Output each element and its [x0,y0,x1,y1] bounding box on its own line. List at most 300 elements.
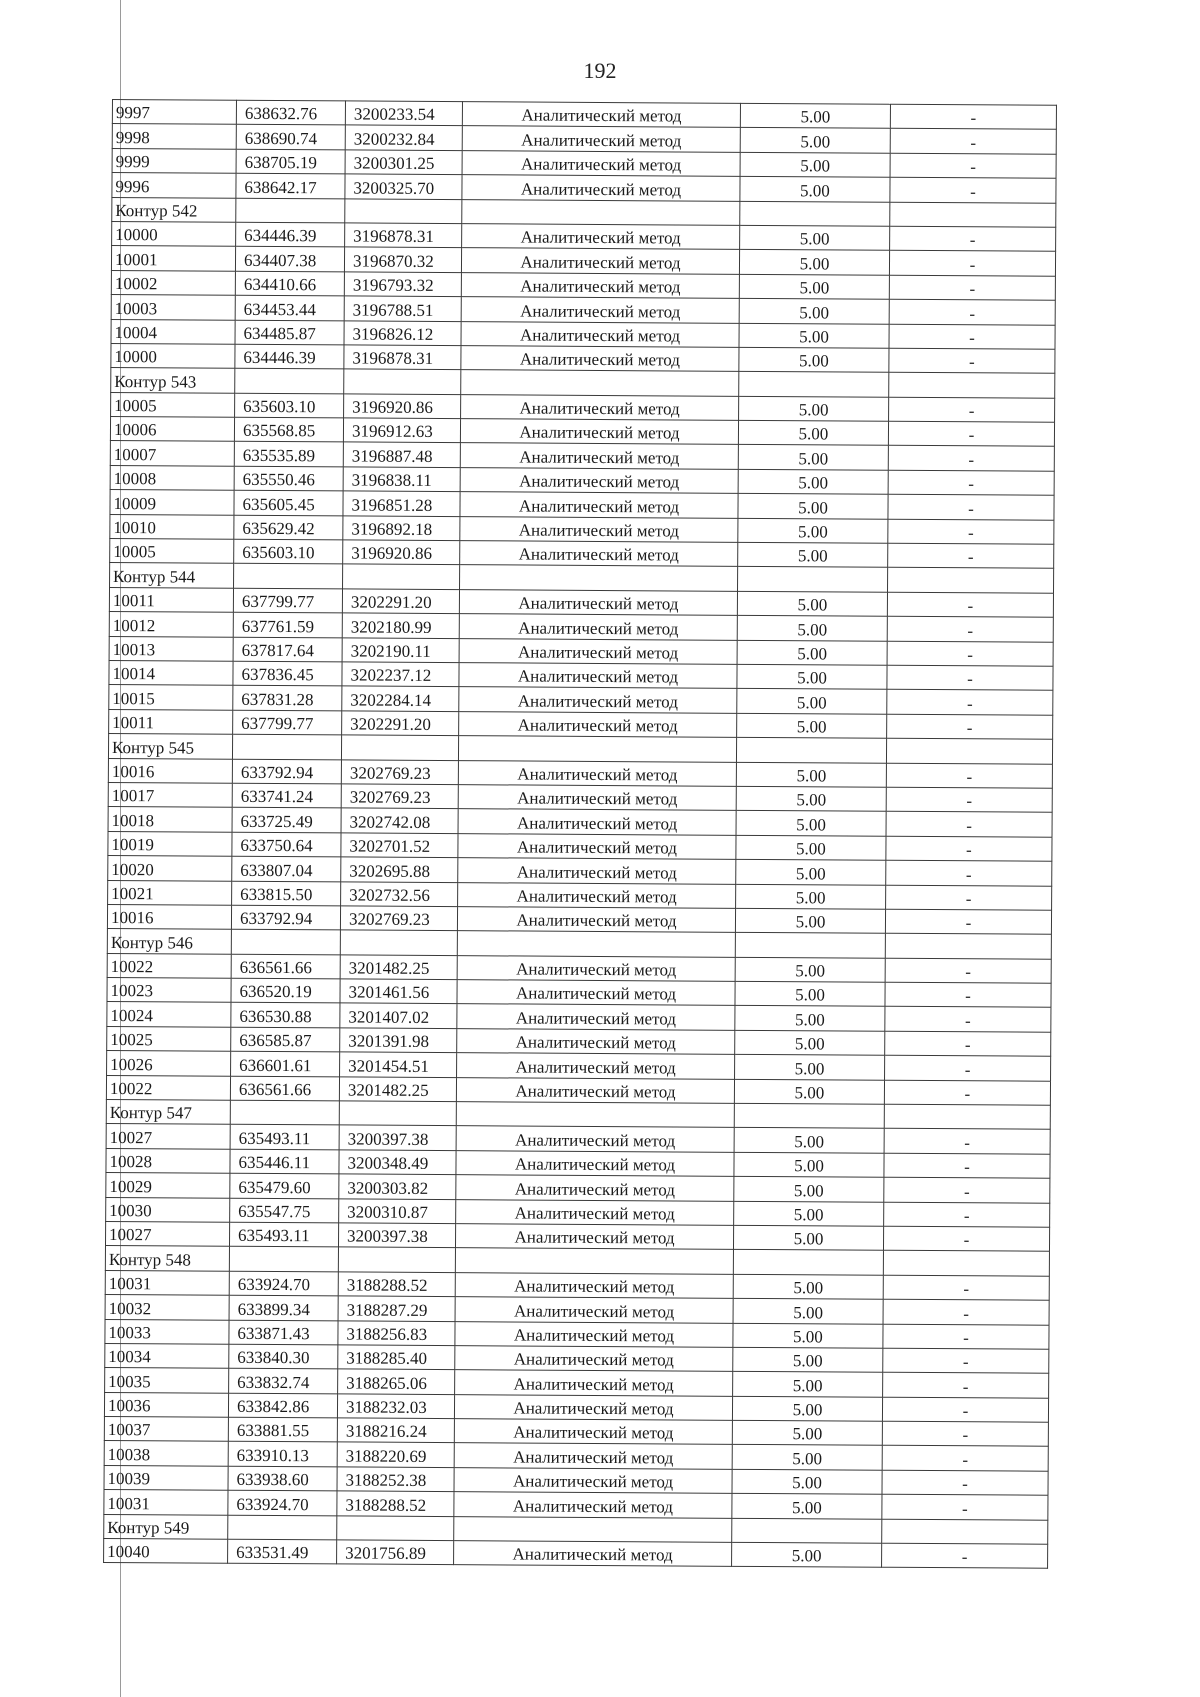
contour-empty-y [340,930,457,955]
point-id-cell: 10019 [108,831,232,856]
description-cell: - [890,177,1056,202]
contour-empty-x [235,369,344,394]
method-cell: Аналитический метод [455,1370,733,1396]
point-id-cell: 10028 [106,1148,230,1173]
contour-empty-desc [882,1519,1048,1544]
method-cell: Аналитический метод [458,785,736,811]
method-cell: Аналитический метод [460,419,738,445]
x-coordinate-cell: 633842.86 [228,1393,337,1418]
x-coordinate-cell: 636530.88 [231,1003,340,1028]
contour-empty-x [231,930,340,955]
accuracy-cell: 5.00 [739,274,889,299]
y-coordinate-cell: 3201461.56 [340,979,457,1004]
x-coordinate-cell: 635446.11 [230,1149,339,1174]
point-id-cell: 10027 [106,1124,230,1149]
method-cell: Аналитический метод [457,1053,735,1079]
description-cell: - [890,226,1056,251]
contour-empty-y [339,1101,456,1126]
x-coordinate-cell: 633881.55 [228,1417,337,1442]
point-id-cell: 10008 [110,465,234,490]
point-id-cell: 10037 [104,1417,228,1442]
description-cell: - [885,982,1051,1007]
accuracy-cell: 5.00 [740,177,890,202]
method-cell: Аналитический метод [454,1443,732,1469]
y-coordinate-cell: 3188287.29 [338,1296,455,1321]
contour-empty-method [454,1516,732,1542]
y-coordinate-cell: 3202742.08 [341,808,458,833]
x-coordinate-cell: 635493.11 [229,1222,338,1247]
x-coordinate-cell: 637799.77 [233,710,342,735]
accuracy-cell: 5.00 [733,1347,883,1372]
y-coordinate-cell: 3200301.25 [345,150,462,175]
y-coordinate-cell: 3202291.20 [342,711,459,736]
method-cell: Аналитический метод [461,394,739,420]
description-cell: - [886,860,1052,885]
point-id-cell: 9997 [112,100,236,125]
x-coordinate-cell: 637761.59 [233,612,342,637]
contour-empty-x [230,1100,339,1125]
description-cell: - [887,665,1053,690]
point-id-cell: 10036 [104,1392,228,1417]
method-cell: Аналитический метод [455,1321,733,1347]
method-cell: Аналитический метод [455,1346,733,1372]
x-coordinate-cell: 636601.61 [231,1051,340,1076]
method-cell: Аналитический метод [460,541,738,567]
point-id-cell: 10026 [107,1051,231,1076]
contour-label: Контур 548 [105,1246,229,1271]
accuracy-cell: 5.00 [737,664,887,689]
method-cell: Аналитический метод [456,1175,734,1201]
method-cell: Аналитический метод [458,833,736,859]
method-cell: Аналитический метод [456,1077,734,1103]
x-coordinate-cell: 638642.17 [236,173,345,198]
accuracy-cell: 5.00 [735,981,885,1006]
point-id-cell: 10023 [107,978,231,1003]
coordinates-table [103,99,1057,1569]
x-coordinate-cell: 636561.66 [230,1076,339,1101]
x-coordinate-cell: 635479.60 [230,1173,339,1198]
x-coordinate-cell: 636520.19 [231,978,340,1003]
y-coordinate-cell: 3188232.03 [337,1394,454,1419]
y-coordinate-cell: 3200348.49 [339,1150,456,1175]
point-id-cell: 10010 [110,514,234,539]
contour-empty-x [236,198,345,223]
point-id-cell: 10025 [107,1026,231,1051]
method-cell: Аналитический метод [458,809,736,835]
y-coordinate-cell: 3196887.48 [343,442,460,467]
y-coordinate-cell: 3196838.11 [343,467,460,492]
accuracy-cell: 5.00 [739,396,889,421]
y-coordinate-cell: 3188288.52 [338,1272,455,1297]
contour-empty-x [229,1247,338,1272]
description-cell: - [886,885,1052,910]
accuracy-cell: 5.00 [740,152,890,177]
x-coordinate-cell: 635493.11 [230,1125,339,1150]
accuracy-cell: 5.00 [732,1420,882,1445]
accuracy-cell: 5.00 [736,786,886,811]
accuracy-cell: 5.00 [735,908,885,933]
contour-empty-method [458,736,736,762]
point-id-cell: 10009 [110,490,234,515]
x-coordinate-cell: 633840.30 [229,1344,338,1369]
contour-label: Контур 544 [110,563,234,588]
point-id-cell: 10030 [106,1197,230,1222]
accuracy-cell: 5.00 [734,1128,884,1153]
y-coordinate-cell: 3196826.12 [344,320,461,345]
description-cell: - [882,1446,1048,1471]
description-cell: - [887,616,1053,641]
method-cell: Аналитический метод [454,1467,732,1493]
description-cell: - [884,1153,1050,1178]
point-id-cell: 10017 [108,782,232,807]
method-cell: Аналитический метод [461,297,739,323]
y-coordinate-cell: 3200325.70 [345,174,462,199]
accuracy-cell: 5.00 [737,591,887,616]
method-cell: Аналитический метод [459,687,737,713]
contour-empty-desc [885,934,1051,959]
x-coordinate-cell: 633807.04 [232,856,341,881]
point-id-cell: 10029 [106,1173,230,1198]
point-id-cell: 10005 [111,392,235,417]
accuracy-cell: 5.00 [738,518,888,543]
y-coordinate-cell: 3188216.24 [337,1418,454,1443]
accuracy-cell: 5.00 [735,1030,885,1055]
method-cell: Аналитический метод [457,907,735,933]
x-coordinate-cell: 633871.43 [229,1320,338,1345]
method-cell: Аналитический метод [460,492,738,518]
point-id-cell: 10024 [107,1002,231,1027]
accuracy-cell: 5.00 [739,250,889,275]
x-coordinate-cell: 634453.44 [235,295,344,320]
y-coordinate-cell: 3201482.25 [339,1077,456,1102]
y-coordinate-cell: 3202769.23 [340,906,457,931]
x-coordinate-cell: 637836.45 [233,661,342,686]
point-id-cell: 10022 [107,953,231,978]
description-cell: - [884,1129,1050,1154]
contour-empty-accuracy [739,372,889,397]
method-cell: Аналитический метод [454,1541,732,1567]
point-id-cell: 10020 [108,856,232,881]
x-coordinate-cell: 633792.94 [231,905,340,930]
x-coordinate-cell: 633741.24 [232,783,341,808]
y-coordinate-cell: 3196892.18 [343,516,460,541]
point-id-cell: 10001 [111,246,235,271]
contour-label: Контур 542 [112,197,236,222]
method-cell: Аналитический метод [456,1126,734,1152]
x-coordinate-cell: 638632.76 [236,100,345,125]
description-cell: - [889,299,1055,324]
point-id-cell: 10018 [108,807,232,832]
description-cell: - [886,763,1052,788]
point-id-cell: 10039 [104,1465,228,1490]
method-cell: Аналитический метод [458,882,736,908]
contour-empty-desc [889,373,1055,398]
method-cell: Аналитический метод [456,1199,734,1225]
accuracy-cell: 5.00 [733,1323,883,1348]
method-cell: Аналитический метод [460,516,738,542]
y-coordinate-cell: 3202180.99 [342,613,459,638]
contour-empty-x [232,734,341,759]
accuracy-cell: 5.00 [737,640,887,665]
y-coordinate-cell: 3200303.82 [339,1174,456,1199]
description-cell: - [887,641,1053,666]
y-coordinate-cell: 3200310.87 [339,1198,456,1223]
accuracy-cell: 5.00 [734,1152,884,1177]
point-id-cell: 10011 [109,587,233,612]
method-cell: Аналитический метод [455,1272,733,1298]
y-coordinate-cell: 3201756.89 [337,1540,454,1565]
accuracy-cell: 5.00 [734,1177,884,1202]
y-coordinate-cell: 3196793.32 [344,272,461,297]
contour-label: Контур 546 [107,929,231,954]
description-cell: - [883,1299,1049,1324]
y-coordinate-cell: 3201391.98 [340,1028,457,1053]
x-coordinate-cell: 634446.39 [235,344,344,369]
y-coordinate-cell: 3202732.56 [341,881,458,906]
x-coordinate-cell: 635568.85 [234,417,343,442]
point-id-cell: 10000 [111,343,235,368]
method-cell: Аналитический метод [457,980,735,1006]
x-coordinate-cell: 637831.28 [233,686,342,711]
y-coordinate-cell: 3188256.83 [338,1320,455,1345]
description-cell: - [890,153,1056,178]
method-cell: Аналитический метод [462,175,740,201]
accuracy-cell: 5.00 [733,1298,883,1323]
y-coordinate-cell: 3200397.38 [338,1223,455,1248]
point-id-cell: 10016 [107,904,231,929]
description-cell: - [884,1080,1050,1105]
contour-empty-y [337,1516,454,1541]
method-cell: Аналитический метод [462,224,740,250]
method-cell: Аналитический метод [457,955,735,981]
accuracy-cell: 5.00 [735,1055,885,1080]
method-cell: Аналитический метод [462,150,740,176]
x-coordinate-cell: 633910.13 [228,1442,337,1467]
accuracy-cell: 5.00 [736,835,886,860]
description-cell: - [882,1494,1048,1519]
x-coordinate-cell: 634410.66 [235,271,344,296]
contour-empty-desc [890,202,1056,227]
accuracy-cell: 5.00 [735,957,885,982]
table-row [104,1539,1048,1569]
y-coordinate-cell: 3196788.51 [344,296,461,321]
description-cell: - [882,1397,1048,1422]
point-id-cell: 9998 [112,124,236,149]
accuracy-cell: 5.00 [738,445,888,470]
x-coordinate-cell: 638705.19 [236,149,345,174]
x-coordinate-cell: 633531.49 [228,1539,337,1564]
description-cell: - [889,275,1055,300]
point-id-cell: 10040 [104,1539,228,1564]
accuracy-cell: 5.00 [732,1445,882,1470]
contour-empty-method [457,931,735,957]
method-cell: Аналитический метод [459,711,737,737]
accuracy-cell: 5.00 [739,347,889,372]
y-coordinate-cell: 3196851.28 [343,491,460,516]
y-coordinate-cell: 3196878.31 [345,223,462,248]
method-cell: Аналитический метод [455,1297,733,1323]
point-id-cell: 10038 [104,1441,228,1466]
y-coordinate-cell: 3201482.25 [340,955,457,980]
accuracy-cell: 5.00 [739,323,889,348]
point-id-cell: 10014 [109,660,233,685]
x-coordinate-cell: 635629.42 [234,515,343,540]
contour-empty-method [460,565,738,591]
contour-empty-method [455,1248,733,1274]
description-cell: - [883,1226,1049,1251]
contour-label: Контур 543 [111,368,235,393]
y-coordinate-cell: 3196920.86 [344,394,461,419]
contour-empty-desc [886,738,1052,763]
description-cell: - [885,1031,1051,1056]
description-cell: - [884,1202,1050,1227]
contour-label: Контур 549 [104,1514,228,1539]
x-coordinate-cell: 633924.70 [228,1491,337,1516]
point-id-cell: 10015 [109,685,233,710]
method-cell: Аналитический метод [462,102,740,128]
point-id-cell: 10033 [105,1319,229,1344]
method-cell: Аналитический метод [456,1150,734,1176]
method-cell: Аналитический метод [458,760,736,786]
contour-empty-desc [888,568,1054,593]
contour-empty-y [345,198,462,223]
point-id-cell: 10022 [106,1075,230,1100]
x-coordinate-cell: 633832.74 [229,1369,338,1394]
y-coordinate-cell: 3196920.86 [343,540,460,565]
description-cell: - [888,446,1054,471]
contour-empty-y [341,735,458,760]
contour-empty-accuracy [735,933,885,958]
description-cell: - [887,592,1053,617]
description-cell: - [887,690,1053,715]
point-id-cell: 10000 [112,221,236,246]
contour-empty-accuracy [732,1518,882,1543]
contour-label: Контур 547 [106,1100,230,1125]
description-cell: - [883,1275,1049,1300]
accuracy-cell: 5.00 [736,762,886,787]
x-coordinate-cell: 634446.39 [236,222,345,247]
x-coordinate-cell: 637817.64 [233,637,342,662]
accuracy-cell: 5.00 [738,494,888,519]
method-cell: Аналитический метод [459,614,737,640]
point-id-cell: 10003 [111,295,235,320]
method-cell: Аналитический метод [461,272,739,298]
y-coordinate-cell: 3201407.02 [340,1003,457,1028]
x-coordinate-cell: 637799.77 [233,588,342,613]
y-coordinate-cell: 3202769.23 [341,784,458,809]
point-id-cell: 10012 [109,612,233,637]
description-cell: - [886,836,1052,861]
y-coordinate-cell: 3196878.31 [344,345,461,370]
accuracy-cell: 5.00 [734,1079,884,1104]
method-cell: Аналитический метод [460,467,738,493]
point-id-cell: 10031 [104,1490,228,1515]
contour-empty-x [228,1515,337,1540]
accuracy-cell: 5.00 [740,103,890,128]
x-coordinate-cell: 633725.49 [232,808,341,833]
accuracy-cell: 5.00 [734,1201,884,1226]
y-coordinate-cell: 3202237.12 [342,662,459,687]
point-id-cell: 10027 [105,1221,229,1246]
contour-empty-x [234,564,343,589]
description-cell: - [886,812,1052,837]
method-cell: Аналитический метод [459,638,737,664]
x-coordinate-cell: 634407.38 [235,247,344,272]
method-cell: Аналитический метод [459,663,737,689]
description-cell: - [889,397,1055,422]
y-coordinate-cell: 3188265.06 [338,1369,455,1394]
y-coordinate-cell: 3201454.51 [340,1052,457,1077]
x-coordinate-cell: 638690.74 [236,125,345,150]
accuracy-cell: 5.00 [737,689,887,714]
accuracy-cell: 5.00 [740,225,890,250]
method-cell: Аналитический метод [460,443,738,469]
accuracy-cell: 5.00 [739,298,889,323]
description-cell: - [883,1373,1049,1398]
contour-empty-method [456,1102,734,1128]
method-cell: Аналитический метод [462,126,740,152]
description-cell: - [885,1007,1051,1032]
point-id-cell: 10004 [111,319,235,344]
x-coordinate-cell: 633924.70 [229,1271,338,1296]
accuracy-cell: 5.00 [733,1372,883,1397]
description-cell: - [888,494,1054,519]
point-id-cell: 10007 [110,441,234,466]
method-cell: Аналитический метод [457,1004,735,1030]
accuracy-cell: 5.00 [732,1396,882,1421]
y-coordinate-cell: 3196912.63 [343,418,460,443]
accuracy-cell: 5.00 [732,1542,882,1567]
description-cell: - [885,958,1051,983]
point-id-cell: 10021 [108,880,232,905]
description-cell: - [888,470,1054,495]
x-coordinate-cell: 633938.60 [228,1466,337,1491]
point-id-cell: 10034 [105,1343,229,1368]
contour-empty-accuracy [734,1103,884,1128]
contour-empty-method [461,370,739,396]
contour-empty-method [462,199,740,225]
description-cell: - [888,543,1054,568]
method-cell: Аналитический метод [458,858,736,884]
accuracy-cell: 5.00 [738,469,888,494]
contour-empty-accuracy [736,737,886,762]
method-cell: Аналитический метод [461,321,739,347]
accuracy-cell: 5.00 [737,616,887,641]
y-coordinate-cell: 3188252.38 [337,1467,454,1492]
point-id-cell: 9996 [112,173,236,198]
y-coordinate-cell: 3202284.14 [342,686,459,711]
point-id-cell: 10006 [110,417,234,442]
method-cell: Аналитический метод [455,1224,733,1250]
accuracy-cell: 5.00 [732,1494,882,1519]
coordinates-table-body [104,100,1057,1569]
description-cell: - [883,1324,1049,1349]
x-coordinate-cell: 635603.10 [235,393,344,418]
contour-empty-accuracy [738,567,888,592]
point-id-cell: 9999 [112,148,236,173]
y-coordinate-cell: 3188288.52 [337,1491,454,1516]
y-coordinate-cell: 3196870.32 [344,247,461,272]
method-cell: Аналитический метод [454,1492,732,1518]
x-coordinate-cell: 633792.94 [232,759,341,784]
y-coordinate-cell: 3202701.52 [341,833,458,858]
page-number: 192 [583,58,617,83]
description-cell: - [882,1543,1048,1568]
description-cell: - [883,1348,1049,1373]
accuracy-cell: 5.00 [736,811,886,836]
x-coordinate-cell: 636585.87 [231,1027,340,1052]
method-cell: Аналитический метод [457,1028,735,1054]
